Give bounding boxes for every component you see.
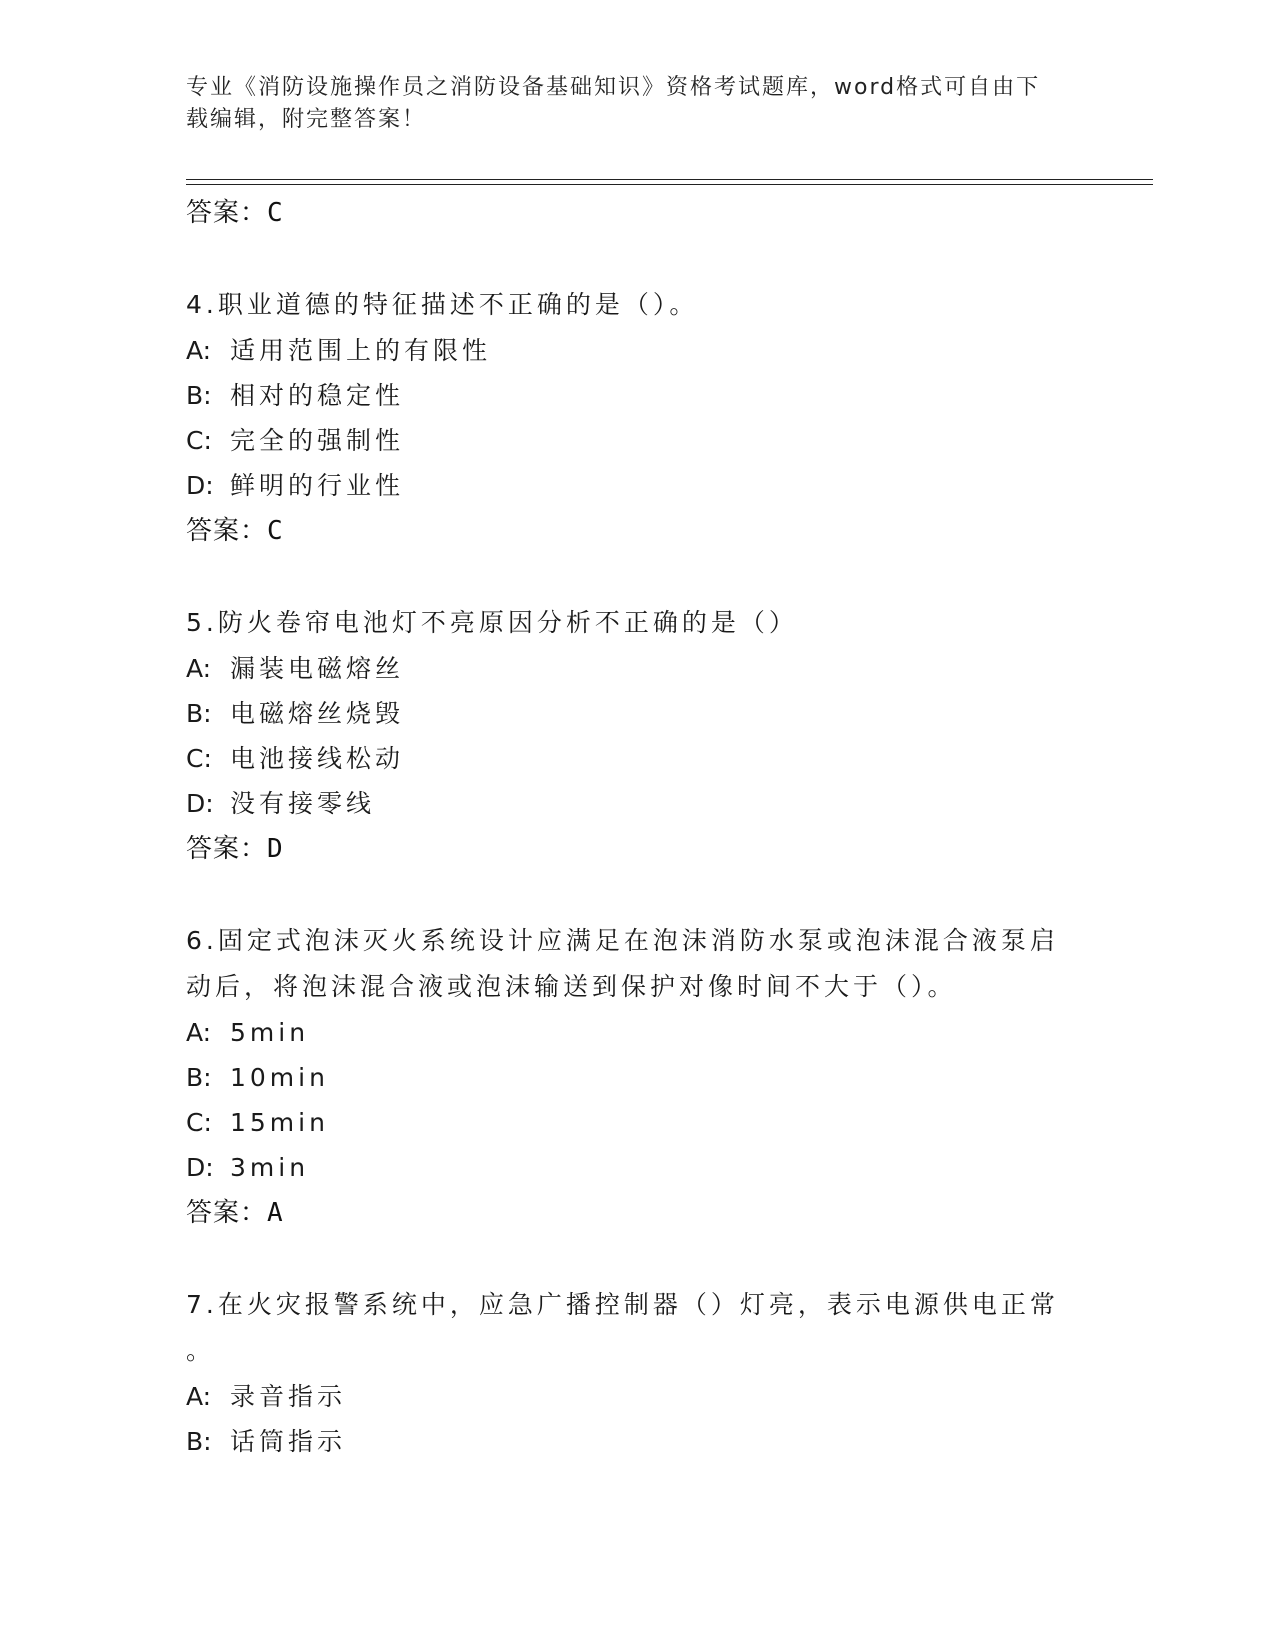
option-letter: B: [186,381,212,410]
option-letter: B: [186,699,212,728]
header-line-2: 载编辑，附完整答案！ [186,107,427,132]
option-d [186,1145,1086,1190]
question-stem-line-2: 动后，将泡沫混合液或泡沫输送到保护对像时间不大于（）。 [186,972,957,1001]
header-divider-top [186,179,1153,180]
question-4 [186,282,1086,554]
option-text: 电磁熔丝烧毁 [230,699,405,728]
option-letter: D: [186,1153,214,1182]
option-letter: A: [186,654,212,683]
spacer [186,1236,1086,1282]
question-stem-line-2: 。 [186,1336,216,1365]
answer-line: 答案：C [186,198,284,228]
option-letter: C: [186,744,212,773]
option-text: 没有接零线 [230,789,376,818]
option-a [186,646,1086,691]
option-c [186,1100,1086,1145]
option-text: 电池接线松动 [230,744,405,773]
option-c [186,418,1086,463]
option-c [186,736,1086,781]
option-text: 10min [230,1063,329,1092]
question-6 [186,918,1086,1236]
option-d [186,781,1086,826]
option-text: 录音指示 [230,1382,347,1411]
option-b [186,691,1086,736]
option-text: 3min [230,1153,310,1182]
spacer [186,236,1086,282]
document-header [186,72,1066,136]
option-text: 相对的稳定性 [230,381,405,410]
answer-line: 答案：A [186,1198,284,1228]
option-letter: D: [186,789,214,818]
question-7 [186,1282,1086,1464]
option-letter: B: [186,1063,212,1092]
option-text: 适用范围上的有限性 [230,336,492,365]
option-text: 话筒指示 [230,1427,347,1456]
spacer [186,872,1086,918]
question-stem: 4.职业道德的特征描述不正确的是（）。 [186,290,699,319]
option-b [186,1419,1086,1464]
question-stem: 5.防火卷帘电池灯不亮原因分析不正确的是（） [186,608,798,637]
option-letter: A: [186,1382,212,1411]
option-a [186,328,1086,373]
answer-line: 答案：C [186,516,284,546]
option-text: 15min [230,1108,329,1137]
answer-line: 答案：D [186,834,284,864]
option-b [186,373,1086,418]
question-stem-line-1: 6.固定式泡沫灭火系统设计应满足在泡沫消防水泵或泡沫混合液泵启 [186,926,1059,955]
option-d [186,463,1086,508]
option-letter: B: [186,1427,212,1456]
option-b [186,1055,1086,1100]
option-letter: A: [186,336,212,365]
option-letter: C: [186,426,212,455]
question-stem-line-1: 7.在火灾报警系统中，应急广播控制器（）灯亮，表示电源供电正常 [186,1290,1059,1319]
option-a [186,1010,1086,1055]
option-text: 漏装电磁熔丝 [230,654,405,683]
header-divider-bottom [186,184,1153,185]
question-5 [186,600,1086,872]
option-text: 完全的强制性 [230,426,405,455]
option-a [186,1374,1086,1419]
option-text: 鲜明的行业性 [230,471,405,500]
header-line-1: 专业《消防设施操作员之消防设备基础知识》资格考试题库，word格式可自由下 [186,75,1041,100]
option-letter: D: [186,471,214,500]
question-list [186,190,1086,1464]
spacer [186,554,1086,600]
option-letter: A: [186,1018,212,1047]
option-text: 5min [230,1018,310,1047]
option-letter: C: [186,1108,212,1137]
